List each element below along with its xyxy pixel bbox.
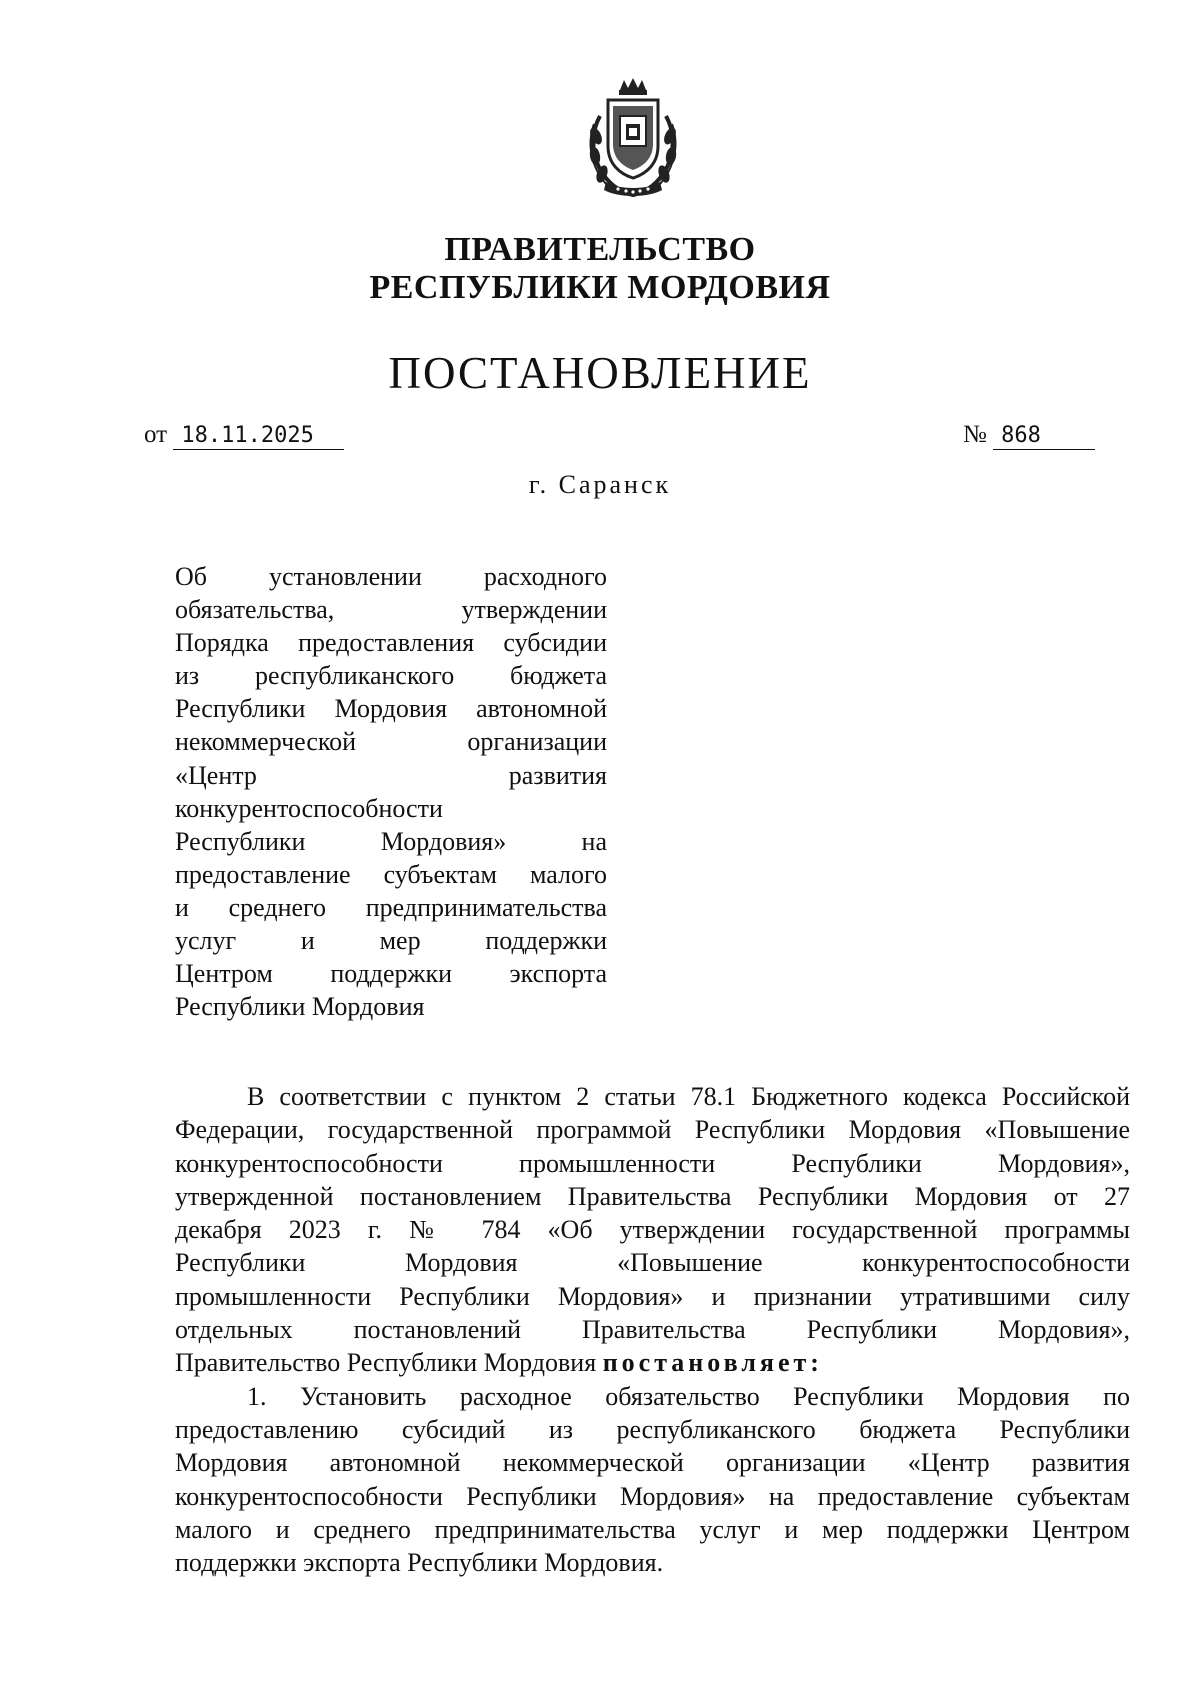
subject-line: обязательства, утверждении bbox=[175, 595, 607, 625]
subject-line: Республики Мордовия bbox=[175, 992, 425, 1022]
subject-line: Порядка предоставления субсидии bbox=[175, 628, 607, 658]
document-subject bbox=[175, 560, 607, 1023]
date-label: от bbox=[144, 421, 168, 448]
preamble-subject: Правительство Республики Мордовия bbox=[175, 1348, 597, 1378]
preamble-final-line bbox=[175, 1346, 1130, 1379]
clause-1-line: поддержки экспорта Республики Мордовия. bbox=[175, 1548, 664, 1578]
subject-line: из республиканского бюджета bbox=[175, 661, 607, 691]
preamble-line: Республики Мордовия «Повышение конкурентоспособности bbox=[175, 1248, 1130, 1278]
document-type-title: ПОСТАНОВЛЕНИЕ bbox=[388, 348, 812, 398]
preamble-line: промышленности Республики Мордовия» и признании утратившими силу bbox=[175, 1281, 1130, 1311]
clause-1-line: предоставлению субсидий из республиканского бюджета Республики bbox=[175, 1414, 1130, 1444]
subject-line: Республики Мордовия автономной bbox=[175, 694, 607, 724]
subject-line: «Центр развития bbox=[175, 760, 607, 790]
subject-line: Об установлении расходного bbox=[175, 562, 607, 591]
preamble-line: утвержденной постановлением Правительства Республики Мордовия от 27 bbox=[175, 1181, 1130, 1211]
preamble-line: В соответствии с пунктом 2 статьи 78.1 Бюджетного кодекса Российской bbox=[247, 1082, 1130, 1111]
subject-line: конкурентоспособности bbox=[175, 793, 443, 823]
subject-line: некоммерческой организации bbox=[175, 727, 607, 757]
subject-line: и среднего предпринимательства bbox=[175, 892, 607, 922]
preamble-line: конкурентоспособности промышленности Республики Мордовия», bbox=[175, 1148, 1130, 1178]
subject-line: Республики Мордовия» на bbox=[175, 826, 607, 856]
date-field bbox=[144, 420, 344, 450]
coat-of-arms-icon bbox=[578, 76, 688, 202]
subject-line: Центром поддержки экспорта bbox=[175, 959, 607, 989]
subject-line: предоставление субъектам малого bbox=[175, 859, 607, 889]
government-title-line-2: РЕСПУБЛИКИ МОРДОВИЯ bbox=[369, 269, 831, 306]
preamble-line: декабря 2023 г. № 784 «Об утверждении государственной программы bbox=[175, 1215, 1130, 1245]
clause-1-line: Мордовия автономной некоммерческой организации «Центр развития bbox=[175, 1448, 1130, 1478]
government-title-line-1: ПРАВИТЕЛЬСТВО bbox=[444, 231, 756, 268]
clause-1-line: малого и среднего предпринимательства услуг и мер поддержки Центром bbox=[175, 1514, 1130, 1544]
clause-1-line: конкурентоспособности Республики Мордовия» на предоставление субъектам bbox=[175, 1481, 1130, 1511]
subject-line: услуг и мер поддержки bbox=[175, 926, 607, 956]
clause-1-line: 1. Установить расходное обязательство Республики Мордовия по bbox=[247, 1381, 1130, 1411]
number-label: № bbox=[963, 421, 987, 448]
preamble-line: Федерации, государственной программой Республики Мордовия «Повышение bbox=[175, 1115, 1130, 1145]
resolves-keyword: постановляет: bbox=[602, 1348, 823, 1378]
number-value: 868 bbox=[993, 423, 1095, 450]
preamble-line: отдельных постановлений Правительства Республики Мордовия», bbox=[175, 1315, 1130, 1345]
date-value: 18.11.2025 bbox=[173, 423, 343, 450]
city-line: г. Саранск bbox=[528, 470, 672, 499]
document-body bbox=[175, 1080, 1130, 1579]
number-field bbox=[963, 420, 1095, 450]
